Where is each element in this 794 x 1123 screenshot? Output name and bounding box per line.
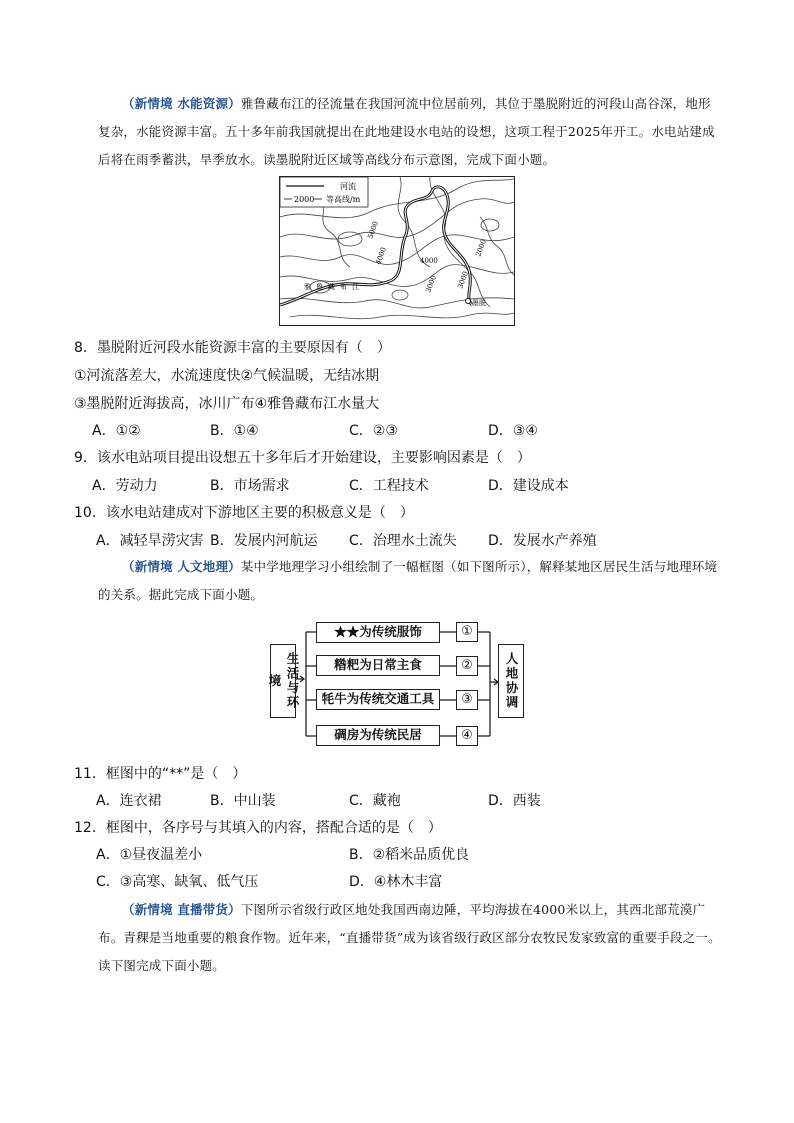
legend-contour-label: 等高线/m [326,195,361,204]
question-11-option-c[interactable]: C．藏袍 [349,793,401,809]
contour-label: 4000 [420,257,438,265]
legend-contour-value: 2000 [294,195,315,204]
question-9-option-d[interactable]: D．建设成本 [488,478,569,494]
question-8-option-d[interactable]: D．③④ [488,423,538,439]
question-9-stem: 9．该水电站项目提出设想五十多年后才开始建设，主要影响因素是（ ） [74,450,531,466]
passage-text: 下图所示省级行政区地处我国西南边陲，平均海拔在4000米以上，其西北部荒漠广布。青稞是当地重要的粮食作物。近年来，“直播带货”成为该省级行政区部分农牧民发家致富的重要手段之一。读下图完成下面小题。 [98,902,721,973]
river-name-label: 雅鲁藏布江 [304,283,364,291]
question-12-option-d[interactable]: D．④林木丰富 [349,874,443,890]
question-10-option-a[interactable]: A．减轻旱涝灾害 [96,533,204,549]
box-item-1: ★★为传统服饰 [316,622,440,643]
contour-label: 3000 [424,274,438,294]
question-12-option-c[interactable]: C．③高寒、缺氧、低气压 [96,874,259,890]
question-8-option-a[interactable]: A．①② [92,423,141,439]
box-item-3: 牦牛为传统交通工具 [316,689,440,710]
question-11-option-b[interactable]: B．中山装 [210,793,276,809]
passage-tag: （新情境 水能资源） [122,96,241,111]
question-8-statements-1: ①河流落差大，水流速度快②气候温暖，无结冰期 [74,368,380,384]
question-9-option-b[interactable]: B．市场需求 [210,478,290,494]
box-life-environment: 生活与环境 [270,644,296,718]
question-10-stem: 10．该水电站建成对下游地区主要的积极意义是（ ） [74,505,414,521]
passage-text: 某中学地理学习小组绘制了一幅框图（如下图所示），解释某地区居民生活与地理环境的关系。据此完成下面小题。 [98,559,718,602]
contour-map [279,176,515,326]
town-label: 墨脱 [472,299,486,307]
question-8-option-c[interactable]: C．②③ [349,423,398,439]
passage-tag: （新情境 直播带货） [122,902,241,917]
box-number-1: ① [456,622,478,642]
passage-text: 雅鲁藏布江的径流量在我国河流中位居前列，其位于墨脱附近的河段山高谷深，地形复杂，水能资源丰富。五十多年前我国就提出在此地建设水电站的设想，这项工程于2025年开工。水电站建成后将在雨季蓄洪，旱季放水。读墨脱附近区域等高线分布示意图，完成下面小题。 [98,96,715,167]
question-11-option-d[interactable]: D．西装 [488,793,541,809]
passage-water-resources [98,90,723,174]
box-number-3: ③ [456,690,478,710]
passage-tag: （新情境 人文地理） [122,559,241,574]
question-11-option-a[interactable]: A．连衣裙 [96,793,162,809]
question-12-option-a[interactable]: A．①昼夜温差小 [96,847,203,863]
legend-river-label: 河流 [340,182,356,191]
question-9-option-c[interactable]: C．工程技术 [349,478,429,494]
question-10-option-b[interactable]: B．发展内河航运 [210,533,318,549]
contour-label: 4000 [374,246,388,266]
question-12-stem: 12．框图中，各序号与其填入的内容，搭配合适的是（ ） [74,820,442,836]
question-11-stem: 11．框图中的“**”是（ ） [74,766,247,782]
box-human-land-harmony: 人地协调 [498,644,524,718]
contour-map-drawing [280,177,514,325]
question-8-statements-2: ③墨脱附近海拔高，冰川广布④雅鲁藏布江水量大 [74,396,380,412]
box-number-2: ② [456,656,478,676]
box-number-4: ④ [456,726,478,746]
flow-chart [267,612,526,752]
contour-label: 5000 [366,220,380,240]
question-10-option-d[interactable]: D．发展水产养殖 [488,533,597,549]
contour-label: 2000 [474,238,488,258]
box-item-2: 糌粑为日常主食 [316,655,440,676]
question-8-stem: 8．墨脱附近河段水能资源丰富的主要原因有（ ） [74,340,391,356]
passage-human-geography [98,553,723,609]
question-12-option-b[interactable]: B．②稻米品质优良 [349,847,470,863]
question-9-option-a[interactable]: A．劳动力 [92,478,158,494]
town-marker [466,299,471,304]
passage-live-streaming [98,896,723,980]
question-8-option-b[interactable]: B．①④ [210,423,259,439]
box-item-4: 碉房为传统民居 [316,725,440,746]
question-10-option-c[interactable]: C．治理水土流失 [349,533,457,549]
contour-label: 3000 [456,270,470,290]
